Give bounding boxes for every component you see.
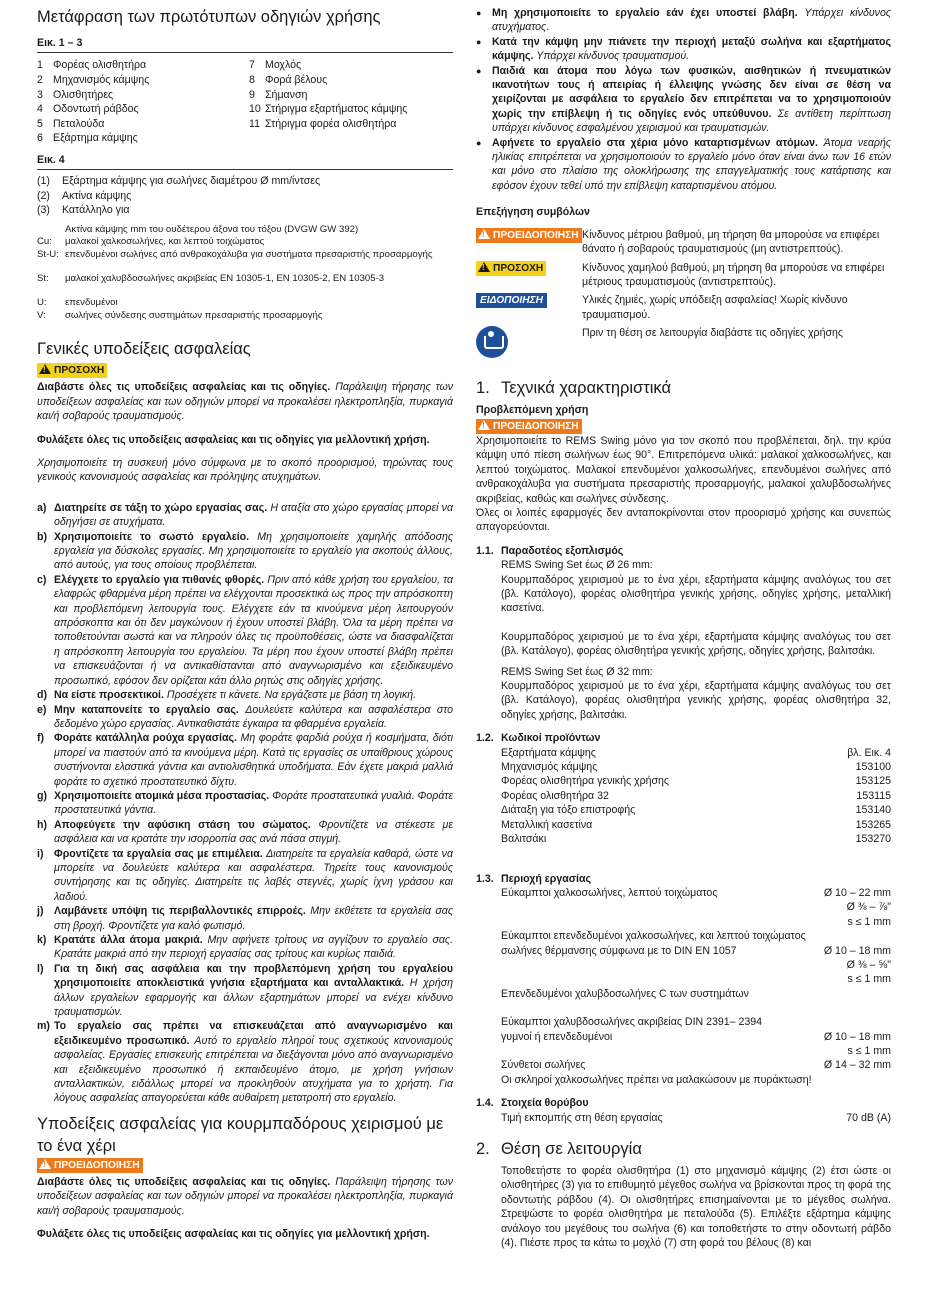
abbreviation-text: επενδυμένοι σωλήνες από ανθρακοχάλυβα για συστήματα πρεσαριστής προσαρμογής [65,249,433,261]
article-name: Βαλιτσάκι [501,833,547,846]
legend-cell: Σήμανση [265,88,308,101]
safety-items-list [37,501,453,1106]
read-manual-icon [476,326,508,358]
abbreviation-key: St-U: [37,249,59,261]
working-range-value: s ≤ 1 mm [847,973,891,986]
legend-num: (2) [37,189,50,202]
article-name: Εξαρτήματα κάμψης [501,746,596,759]
safety-item-text: Χρησιμοποιείτε το σωστό εργαλείο. Μη χρησιμοποιείτε χαμηλής απόδοσης εργαλεία για δύσκολες εργασίες. Μη χρησιμοποιείτε το εργαλείο για σκοπούς άλλους, από αυτούς, για τους οποίους προβλέπεται. [54,530,453,572]
bullet-text: Παιδιά και άτομα που λόγω των φυσικών, αισθητικών ή πνευματικών ικανοτήτων τους ή απειρίας ή έλλειψης γνώσης δεν είναι σε θέση να χειρίζονται με ασφάλεια το εργαλείο δεν επιτρέπεται να το χρησιμοποιούν χωρίς την επίβλεψη ή τις οδηγίες ενός υπεύθυνου. Σε αντίθετη περίπτωση υπάρχει κίνδυνος εσφαλμένου χειρισμού και τραυματισμών. [492,64,891,135]
article-code: 153265 [855,818,891,831]
working-range-value: Ø 10 – 18 mm [823,1030,891,1043]
working-range-value: Ø 10 – 22 mm [823,886,891,899]
warning-triangle-icon [39,1159,51,1169]
article-code: 153140 [855,804,891,817]
working-range-row [501,929,891,943]
bullet-text: Κατά την κάμψη μην πιάνετε την περιοχή μεταξύ σωλήνα και εξαρτήματος κάμψης. Υπάρχει κίνδυνος τραυματισμού. [492,35,891,63]
safety-item [37,703,453,732]
working-range-row [501,1073,891,1087]
section-1-heading: 1. Τεχνικά χαρακτηριστικά [476,378,672,397]
legend-num: (3) [37,204,50,217]
working-range-label: Εύκαμπτοι χαλυβδοσωλήνες ακριβείας DIN 2391– 2394 [501,1016,763,1029]
legend-cell: Φορέας ολισθητήρα [53,59,147,72]
figure-1-3-legend [37,58,453,146]
working-range-value: Ø ⅜ – ⅝" [846,958,891,971]
safety-item [37,1019,453,1105]
safety-item-label: j) [37,905,44,918]
article-code-row [501,832,891,846]
abbreviation-key: St: [37,272,49,284]
safety-item-label: m) [37,1020,50,1033]
symbol-cell [476,326,582,362]
working-range-label: σωλήνες θέρμανσης σύμφωνα με το DIN EN 1057 [501,944,737,957]
bullet-dot-icon: ● [476,65,482,76]
safety-item-label: k) [37,934,47,946]
legend-cell: Οδοντωτή ράβδος [53,103,139,116]
warning-triangle-icon [478,229,490,239]
warning-triangle-icon [478,262,490,272]
legend-cell: 4 [37,103,43,116]
symbols-title: Επεξήγηση συμβόλων [476,206,590,219]
abbreviation-text: σωλήνες σύνδεσης συστημάτων πρεσαριστής προσαρμογής [65,309,323,321]
working-range-row [501,886,891,900]
safety-item [37,962,453,1020]
safety-item-label: g) [37,789,47,802]
symbol-description: Κίνδυνος μέτριου βαθμού, μη τήρηση θα μπορούσε να επιφέρει θάνατο ή σοβαρούς τραυματισμούς (μη αντιστρεπτούς). [582,228,880,256]
legend-text: Κατάλληλο για [62,204,130,217]
symbol-cell [476,293,582,308]
symbol-description: Κίνδυνος χαμηλού βαθμού, μη τήρηση θα μπορούσε να επιφέρει μέτριους τραυματισμούς (αντιστρεπτούς). [582,261,885,288]
safety-item [37,789,453,818]
bullet-text: Αφήνετε το εργαλείο στα χέρια μόνο καταρτισμένων ατόμων. Άτομα νεαρής ηλικίας επιτρέπεται να χρησιμοποιούν το εργαλείο μόνο όταν είναι άνω των 16 ετών και μόνο στο πλαίσιο της ολοκλήρωσης της επαγγελματικής τους κατάρτισης και εφόσον έχουν τεθεί υπό την επίβλεψη καταρτισμένου ατόμου. [492,136,891,192]
safety-item-text: Λαμβάνετε υπόψη τις περιβαλλοντικές επιρροές. Μην εκθέτετε τα εργαλεία σας στη βροχή. Φροντίζετε για καλό φωτισμό. [54,905,453,932]
abbreviation-text: μαλακοί χαλκοσωλήνες, και λεπτού τοιχώματος [65,236,265,248]
abbreviation-key: V: [37,309,46,321]
abbreviation-list [37,224,453,323]
legend-cell: 8 [249,74,255,86]
working-range-row [501,1030,891,1044]
safety-item-text: Να είστε προσεκτικοί. Προσέχετε τι κάνετε. Να εργάζεστε με βάση τη λογική. [54,689,417,702]
safety-item-text: Χρησιμοποιείτε ατομικά μέσα προστασίας. Φοράτε προστατευτικά γυαλιά. Φοράτε προστατευτικά γάντια. [54,789,453,817]
intended-use-text-2: Όλες οι λοιπές εφαρμογές δεν ανταποκρίνονται στον προορισμό χρήσης και συνεπώς απαγορεύονται. [476,506,891,534]
legend-cell: 6 [37,132,43,145]
article-code-row [501,774,891,788]
safety-item-label: l) [37,962,44,975]
abbreviation-row [37,297,453,310]
article-code: 153115 [856,789,891,802]
commissioning-text: Τοποθετήστε το φορέα ολισθητήρα (1) στο μηχανισμό κάμψης (2) έτσι ώστε οι ολισθητήρες (3) για το επιθυμητό μέγεθος σωλήνα να βρίσκονται προς τη φορά της οδοντωτής ράβδου (4). Οι ολισθητήρες επισημαίνονται με το μέγεθος σωλήνα. Στρεψώστε το φορέα ολισθητήρα με πεταλούδα (5). Επιλέξτε εξάρτημα κάμψης ανάλογο του μεγέθους του σωλήνα (6) και τοποθετήστε το στην οδοντωτή ράβδο (4). Πιέστε προς τα κάτω το μοχλό (7) στη φορά του βέλους (8) και [501,1165,891,1250]
legend-cell: 10 [249,103,261,116]
safety-item [37,731,453,789]
abbreviation-text: μαλακοί χαλυβδοσωλήνες ακριβείας EN 10305-1, EN 10305-2, EN 10305-3 [65,272,385,284]
working-range-row [501,987,891,1001]
legend-cell: Εξάρτημα κάμψης [53,132,138,145]
bullet-dot-icon: ● [476,36,482,47]
warning-triangle-icon [39,364,51,374]
legend-cell [249,131,265,146]
safety-item-label: f) [37,732,45,745]
symbol-badge: !ΠΡΟΣΟΧΗ [476,261,546,276]
symbol-badge: !ΠΡΟΕΙΔΟΠΟΙΗΣΗ [476,228,582,243]
working-range-row [501,1001,891,1015]
working-range-row [501,1044,891,1058]
symbol-row [476,293,891,322]
safety-item-label: b) [37,530,47,543]
bullet-text: Μη χρησιμοποιείτε το εργαλείο εάν έχει υποστεί βλάβη. Υπάρχει κίνδυνος ατυχήματος. [492,7,891,34]
section-1-2-heading: 1.2. Κωδικοί προϊόντων [476,732,601,745]
working-range-row [501,1015,891,1029]
page-title: Μετάφραση των πρωτότυπων οδηγιών χρήσης [37,8,381,26]
article-code-row [501,803,891,817]
abbreviation-row [37,249,453,262]
left-column [37,6,453,1251]
safety-item [37,688,453,702]
working-range-row [501,915,891,929]
caution-badge: !ΠΡΟΣΟΧΗ [37,363,107,378]
working-range-label: Οι σκληροί χαλκοσωλήνες πρέπει να μαλακώσουν με πυράκτωση! [501,1073,812,1086]
working-range-value: s ≤ 1 mm [847,915,891,928]
safety-item-label: a) [37,501,47,514]
legend-cell: 5 [37,117,43,130]
abbreviation-row [37,310,453,323]
abbreviation-key [37,224,65,237]
legend-cell: Ολισθητήρες [53,88,114,101]
abbreviation-row [37,224,453,237]
intended-use-text: Χρησιμοποιείτε το REMS Swing μόνο για τον σκοπό που προβλέπεται, δηλ. την κρύα κάμψη υπό πίεση σωλήνων έως 90°. Επιτρεπόμενα υλικά: μαλακοί χαλκοσωλήνες, και λεπτού τοιχώματος. Μαλακοί επενδυμένοι χαλκοσωλήνες, επενδυμένοι σωλήνες από ανθρακοχάλυβα για συστήματα πρεσαριστής προσαρμογής, μαλακοί χαλυβδοσωλήνες ακριβείας, καθώς και σωλήνες σύνδεσης. [476,434,891,505]
abbreviation-key: Cu: [37,236,52,248]
figure-4-heading: Εικ. 4 [37,153,453,170]
keep-instructions-paragraph-2: Φυλάξετε όλες τις υποδείξεις ασφαλείας και τις οδηγίες για μελλοντική χρήση. [37,1228,430,1241]
legend-cell: 1 [37,59,43,72]
legend-cell: Μηχανισμός κάμψης [53,74,150,86]
safety-item-text: Το εργαλείο σας πρέπει να επισκευάζεται από αναγνωρισμένο και εξειδικευμένο προσωπικό. Αυτό το εργαλείο πληροί τους σχετικούς κανονισμούς ασφαλείας. Εργασίες επισκευής επιτρέπεται να διεξάγονται μόνο από αναγνωρισμένο και εξειδικευμένο προσωπικό ή εκπαιδευμένο άτομο, με χρήση γνήσιων ανταλλακτικών, ειδάλλως μπορεί να προκληθούν ατυχήματα για το χρήστη. Για λόγους ασφαλείας απαγορεύεται κάθε αυθαίρετη μετατροπή στο εργαλείο. [54,1020,453,1105]
article-name: Μηχανισμός κάμψης [501,761,598,774]
figure-1-3-heading: Εικ. 1 – 3 [37,36,453,53]
article-name: Μεταλλική κασετίνα [501,818,593,831]
abbreviation-key: U: [37,296,47,308]
legend-cell: 9 [249,88,255,101]
working-range-label: Εύκαμπτοι χαλκοσωλήνες, λεπτού τοιχώματος [501,886,718,899]
safety-item-text: Κρατάτε άλλα άτομα μακριά. Μην αφήνετε τρίτους να αγγίζουν το εργαλείο σας. Κρατάτε μακριά από την περιοχή εργασίας σας τρίτους και κυρίως παιδιά. [54,934,453,961]
legend-cell: Στήριγμα εξαρτήματος κάμψης [265,103,408,116]
article-name: Φορέας ολισθητήρα γενικής χρήσης [501,775,670,788]
intended-use-title: Προβλεπόμενη χρήση [476,403,589,416]
article-code: 153100 [855,761,891,774]
figure-4-legend [37,174,453,217]
legend-cell: 2 [37,74,43,86]
abbreviation-row [37,273,453,286]
legend-row [37,203,453,217]
safety-item-text: Ελέγχετε το εργαλείο για πιθανές φθορές. Πριν από κάθε χρήση του εργαλείου, τα ελαφρώς φθαρμένα μέρη πρέπει να ελέγχονται προσεκτικά ως προς την απρόσκοπτη και προβλεπόμενη λειτουργία τους. Ελέγχετε εάν τα κινούμενα μέρη λειτουργούν απρόσκοπτα και ότι δεν μαγκώνουν ή έχουν υποστεί βλάβη. Όλα τα μέρη πρέπει να τοποθετούνται σωστά και να πληρούν όλες τις προϋποθέσεις, ώστε να διασφαλίζεται η απρόσκοπτη λειτουργία του εργαλείου. Τα μέρη που έχουν υποστεί βλάβη πρέπει να επισκευάζονται ή να αντικαθίστανται από αναγνωρισμένο και εξειδικευμένο προσωπικό, εφόσον δεν ορίζεται κάτι άλλο ρητώς στις οδηγίες χρήσης. [54,573,453,687]
read-instructions-paragraph: Διαβάστε όλες τις υποδείξεις ασφαλείας και τις οδηγίες. Παράλειψη τήρησης των υποδείξεων ασφαλείας και των οδηγιών μπορεί να προκαλέσει ηλεκτροπληξία, πυρκαγιά και/ή σοβαρούς τραυματισμούς. [37,381,453,423]
bullet-item [476,64,891,136]
working-range-row [501,944,891,958]
working-range-row [501,958,891,972]
legend-text: Ακτίνα κάμψης [62,189,132,202]
symbol-row [476,326,891,362]
legend-cell: Στήριγμα φορέα ολισθητήρα [265,117,397,130]
working-range-row [501,1058,891,1072]
symbol-badge: ΕΙΔΟΠΟΙΗΣΗ [476,293,547,308]
safety-item-text: Για τη δική σας ασφάλεια και την προβλεπόμενη χρήση του εργαλείου χρησιμοποιείτε αποκλειστικά γνήσια εξαρτήματα και ανταλλακτικά. Η χρήση άλλων εργαλείων εφαρμογής και άλλων εξαρτημάτων μπορεί να ενέχει κίνδυνο τραυματισμών. [54,962,453,1019]
working-range-label: Εύκαμπτοι επενδεδυμένοι χαλκοσωλήνες, και λεπτού τοιχώματος [501,930,806,943]
article-name: Φορέας ολισθητήρα 32 [501,789,609,802]
bullet-item [476,136,891,194]
warning-triangle-icon [478,420,490,430]
abbreviation-text: Ακτίνα κάμψης mm του ουδέτερου άξονα του τόξου (DVGW GW 392) [65,223,359,235]
symbol-row [476,228,891,257]
right-column [476,6,891,1250]
symbol-row [476,261,891,290]
safety-item-text: Φοράτε κατάλληλα ρούχα εργασίας. Μη φοράτε φαρδιά ρούχα ή κοσμήματα, διότι μπορεί να πιαστούν από τα κινούμενα μέρη. Κατά τις εργασίες σε υπαίθριους χώρους συστήνονται ελαστικά γάντια και αντιολισθητικά υποδήματα. Εάν έχετε μακριά μαλλιά φοράτε το σχετικό προστατευτικό δίχτυ. [54,732,454,788]
section-1-1-heading: 1.1. Παραδοτέος εξοπλισμός [476,544,624,557]
article-code: 153270 [855,833,891,846]
bullet-item [476,6,891,35]
working-range-label: Επενδεδυμένοι χαλυβδοσωλήνες C των συστημάτων [501,987,749,1000]
legend-cell: 7 [249,59,255,72]
working-range-value: Ø 14 – 32 mm [823,1059,891,1072]
section-2-heading: 2. Θέση σε λειτουργία [476,1140,642,1158]
symbol-cell [476,228,582,243]
safety-item [37,904,453,933]
safety-item [37,573,453,688]
working-range-value: Ø ⅜ – ⅞" [846,901,891,914]
working-range-row [501,900,891,914]
legend-cell [265,131,453,146]
noise-row: Τιμή εκπομπής στη θέση εργασίας 70 dB (A) [501,1111,891,1124]
legend-cell: Πεταλούδα [53,117,105,130]
bullet-item [476,35,891,64]
scope-of-delivery: REMS Swing Set έως Ø 26 mm: Κουρμπαδόρος χειρισμού με το ένα χέρι, εξαρτήματα κάμψης αναλόγως του σετ (βλ. Κατάλογο), φορέας ολισθητήρα γενικής χρήσης, οδηγίες χρήσης, μεταλλική κασετίνα. Κουρμπαδόρος χειρισμού με το ένα χέρι, εξαρτήματα κάμψης αναλόγως του σετ (βλ. Κατάλογο), φορέας ολισθητήρα γενικής χρήσης, οδηγίες χρήσης, βαλιτσάκι. REMS Swing Set έως Ø 32 mm: Κουρμπαδόρος χειρισμού με το ένα χέρι, εξαρτήματα κάμψης αναλόγως του σετ (βλ. Κατάλογο), φορέας ολισθητήρα γενικής χρήσης, φορέας ολισθητήρα 32, οδηγίες χρήσης, βαλιτσάκι. [501,559,891,721]
safety-item-text: Φροντίζετε τα εργαλεία σας με επιμέλεια. Διατηρείτε τα εργαλεία καθαρά, ώστε να μπορείτε να δουλεύετε καλύτερα και ασφαλέστερα. Τηρείτε τους κανονισμούς συντήρησης και τις οδηγίες. Διατηρείτε τις λαβές στεγνές, χωρίς ίχνη γράσου και λαδιού. [54,847,453,903]
safety-item-label: i) [37,847,44,860]
safety-item [37,818,453,847]
abbreviation-text: επενδυμένοι [65,296,118,308]
legend-cell: 11 [249,117,260,130]
read-instructions-paragraph-2: Διαβάστε όλες τις υποδείξεις ασφαλείας και τις οδηγίες. Παράλειψη τήρησης των υποδείξεων ασφαλείας και των οδηγιών μπορεί να προκαλέσει ηλεκτροπληξία, πυρκαγιά και/ή σοβαρούς τραυματισμούς. [37,1175,453,1217]
working-range-row [501,972,891,986]
legend-row [37,189,453,203]
safety-item-text: Μην καταπονείτε το εργαλείο σας. Δουλεύετε καλύτερα και ασφαλέστερα στο δεδομένο χώρο εργασίας. Αντικαθιστάτε έγκαιρα τα φθαρμένα εργαλεία. [54,703,453,730]
bullet-list [476,6,891,193]
bullet-dot-icon: ● [476,8,482,18]
keep-instructions-paragraph: Φυλάξετε όλες τις υποδείξεις ασφαλείας και τις οδηγίες για μελλοντική χρήση. [37,433,430,446]
symbol-description: Υλικές ζημιές, χωρίς υπόδειξη ασφαλείας! Χωρίς κίνδυνο τραυματισμού. [582,294,848,321]
intended-use-paragraph: Χρησιμοποιείτε τη συσκευή μόνο σύμφωνα με το σκοπό προορισμού, τηρώντας τους γενικούς κανονισμούς ασφαλείας και πρόληψης ατυχημάτων. [37,457,453,484]
symbols-table [476,228,891,363]
article-code: βλ. Εικ. 4 [847,746,891,759]
section-1-4-heading: 1.4. Στοιχεία θορύβου [476,1097,589,1110]
article-code: 153125 [855,775,891,788]
legend-row [37,174,453,188]
legend-cell: Φορά βέλους [265,74,328,86]
working-range-table [476,886,891,1087]
working-range-value: s ≤ 1 mm [847,1044,891,1057]
article-code-row [501,746,891,760]
abbreviation-row [37,236,453,249]
legend-cell: Μοχλός [265,59,302,72]
article-code-row [501,760,891,774]
symbol-description: Πριν τη θέση σε λειτουργία διαβάστε τις οδηγίες χρήσης [582,327,844,340]
hand-bender-safety-title: Υποδείξεις ασφαλείας για κουρμπαδόρους χειρισμού με το ένα χέρι [37,1114,444,1155]
legend-cell: 3 [37,88,43,101]
safety-item-label: e) [37,703,47,716]
symbol-cell [476,261,582,276]
article-name: Διάταξη για τόξο επιστροφής [501,804,636,817]
safety-item-text: Διατηρείτε σε τάξη το χώρο εργασίας σας. Η αταξία στο χώρο εργασίας μπορεί να οδηγήσει σε ατυχήματα. [54,501,453,529]
working-range-label: γυμνοί ή επενδεδυμένοι [501,1030,613,1043]
safety-item-label: c) [37,573,47,586]
article-code-row [501,818,891,832]
article-codes-table [476,746,891,847]
section-1-3-heading: 1.3. Περιοχή εργασίας [476,872,591,885]
safety-item [37,501,453,530]
legend-num: (1) [37,175,50,188]
working-range-value: Ø 10 – 18 mm [823,944,891,957]
safety-item-label: h) [37,818,47,831]
safety-item [37,530,453,573]
working-range-label: Σύνθετοι σωλήνες [501,1059,586,1072]
bullet-dot-icon: ● [476,137,482,148]
warning-badge: !ΠΡΟΕΙΔΟΠΟΙΗΣΗ [476,419,582,434]
article-code-row [501,789,891,803]
general-safety-title: Γενικές υποδείξεις ασφαλείας [37,340,251,359]
safety-item-label: d) [37,689,47,702]
legend-text: Εξάρτημα κάμψης για σωλήνες διαμέτρου Ø mm/ίντσες [62,175,321,188]
safety-item [37,847,453,905]
warning-badge: !ΠΡΟΕΙΔΟΠΟΙΗΣΗ [37,1158,143,1173]
safety-item-text: Αποφεύγετε την αφύσικη στάση του σώματος. Φροντίζετε να στέκεστε με ασφάλεια και να κρατάτε την ισορροπία σας ανά πάσα στιγμή. [54,818,453,846]
safety-item [37,933,453,962]
